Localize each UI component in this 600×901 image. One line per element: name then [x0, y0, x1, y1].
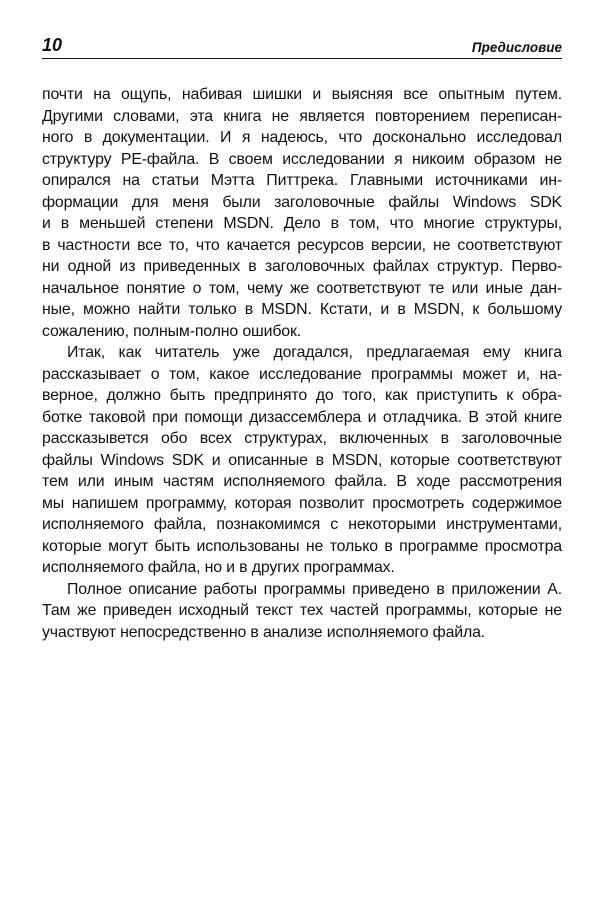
text-line: в частности все то, что качается ресурсов версии, не соответствуют [42, 236, 562, 254]
text-line: участвуют непосредственно в анализе исполняемого файла. [42, 623, 486, 641]
text-line: рассказывется обо всех структурах, включенных в заголовочные [42, 430, 562, 447]
text-line: сожалению, полным-полно ошибок. [42, 322, 302, 340]
text-line: структуру PE-файла. В своем исследовании я никоим образом не [42, 150, 562, 168]
text-line: начальное понятие о том, чему же соответствуют те или иные дан- [42, 279, 562, 297]
text-line: Полное описание работы программы приведено в приложении А. [67, 580, 562, 598]
paragraph [42, 579, 562, 644]
text-line: верное, должно быть предпринято до того, как приступить к обра- [42, 387, 562, 404]
text-line: мы напишем программу, которая позволит просмотреть содержимое [42, 494, 562, 512]
text-line: рассказывает о том, какое исследование программы может и, на- [42, 365, 562, 383]
paragraph [42, 84, 562, 342]
text-line: формации для меня были заголовочные файлы Windows SDK [42, 193, 562, 211]
text-line: ботке таковой при помощи дизассемблера и отладчика. В этой книге [42, 408, 562, 426]
text-line: тем или иным частям исполняемого файла. В ходе рассмотрения [42, 473, 562, 490]
text-line: почти на ощупь, набивая шишки и выясняя все опытным путем. [42, 86, 562, 103]
text-line: ни одной из приведенных в заголовочных файлах структур. Перво- [42, 258, 562, 275]
paragraph [42, 342, 562, 579]
text-line: Там же приведен исходный текст тех частей программы, которые не [42, 602, 562, 619]
text-line: Другими словами, эта книга не является повторением переписан- [42, 107, 562, 125]
page-number: 10 [42, 35, 63, 55]
body-text [42, 84, 562, 643]
text-line: опирался на статьи Мэтта Питтрека. Главными источниками ин- [42, 172, 562, 189]
text-line: которые могут быть использованы не только в программе просмотра [42, 537, 562, 555]
text-line: исполняемого файла, но и в других программах. [42, 559, 395, 576]
text-line: ного в документации. И я надеюсь, что досконально исследовал [42, 129, 562, 146]
running-title: Предисловие [471, 40, 562, 55]
text-line: Итак, как читатель уже догадался, предлагаемая ему книга [67, 344, 562, 361]
page-header [42, 34, 562, 59]
text-line: ные, можно найти только в MSDN. Кстати, и в MSDN, к большому [42, 301, 562, 318]
text-line: и в меньшей степени MSDN. Дело в том, что многие структуры, [42, 215, 562, 232]
text-line: файлы Windows SDK и описанные в MSDN, которые соответствуют [42, 451, 562, 469]
text-line: исполняемого файла, познакомимся с некоторыми инструментами, [42, 516, 562, 533]
